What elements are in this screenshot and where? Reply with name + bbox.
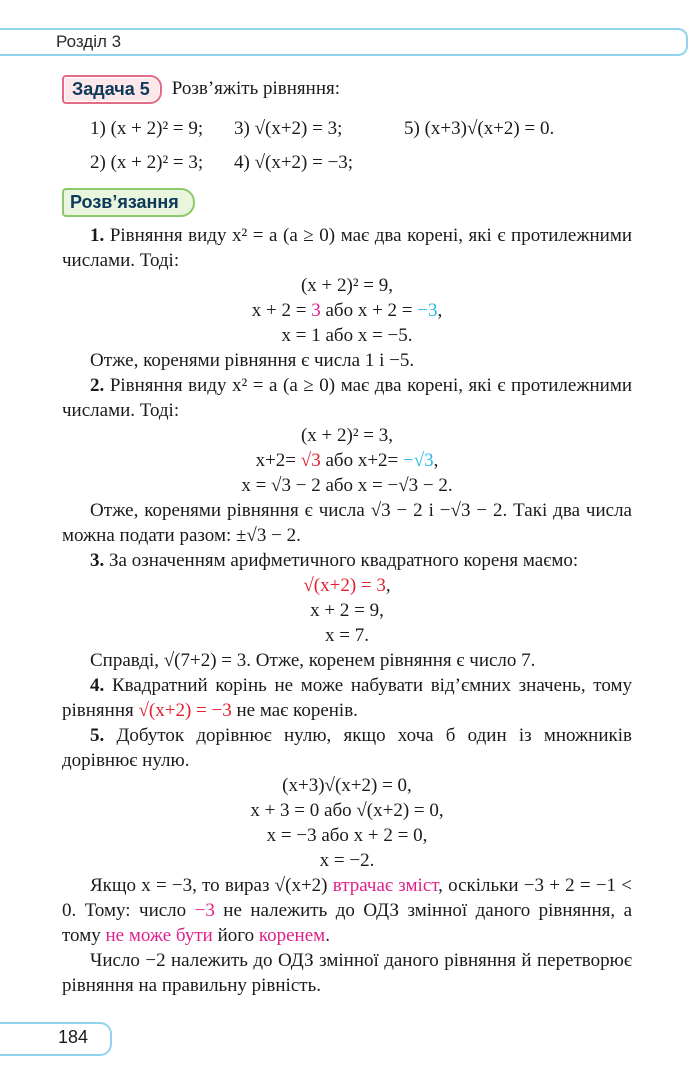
highlight-loses-meaning: втрачає зміст <box>332 875 439 896</box>
eq-part: , <box>385 575 391 596</box>
step-3-conclusion: Справді, √(7+2) = 3. Отже, коренем рівняння є число 7. <box>90 650 536 671</box>
step-5-eq-3: x = −3 або x + 2 = 0, <box>266 825 428 846</box>
step-1-body: Рівняння виду x² = a (a ≥ 0) має два корені, які є протилежними числами. Тоді: <box>62 225 633 271</box>
text-part: , оскільки −3 + 2 = −1 < 0. Тому: число <box>62 875 632 921</box>
step-4-body-a: Квадратний корінь не може набувати від’ємних значень, тому рівняння <box>62 675 632 721</box>
step-4-text <box>62 673 632 723</box>
text-part: не належить до ОДЗ змінної даного рівняння, а тому <box>62 900 633 946</box>
eq-part: , <box>437 300 443 321</box>
eq-highlight-positive: 3 <box>311 300 321 321</box>
step-1-conclusion: Отже, коренями рівняння є числа 1 і −5. <box>90 350 415 371</box>
page-footer <box>0 1022 112 1056</box>
eq-part: або x+2= <box>325 450 399 471</box>
step-5-body: Добуток дорівнює нулю, якщо хоча б один із множників дорівнює нулю. <box>62 725 633 771</box>
step-1-text <box>62 223 632 273</box>
eq-highlight-negative: −3 <box>417 300 438 321</box>
highlight-number: −3 <box>194 900 215 921</box>
eq-highlight-negative: −√3 <box>403 450 434 471</box>
step-2-eq-2 <box>62 448 632 473</box>
step-4-equation: √(x+2) = −3 <box>138 700 232 721</box>
task-header <box>62 72 632 106</box>
task-items <box>90 112 632 180</box>
step-3-eq-2: x + 2 = 9, <box>310 600 384 621</box>
task-badge: Задача 5 <box>62 75 162 104</box>
highlight-root: коренем <box>258 925 326 946</box>
step-1-eq-3: x = 1 або x = −5. <box>281 325 413 346</box>
task-prompt: Розв’яжіть рівняння: <box>171 78 341 99</box>
highlight-cannot-be: не може бути <box>105 925 213 946</box>
section-title: Розділ 3 <box>56 32 122 51</box>
step-5-eq-1: (x+3)√(x+2) = 0, <box>282 775 412 796</box>
eq-part: x + 2 = <box>251 300 307 321</box>
step-5-paragraph-1 <box>62 873 632 948</box>
text-part: його <box>217 925 255 946</box>
eq-part: або x + 2 = <box>325 300 413 321</box>
step-2-body: Рівняння виду x² = a (a ≥ 0) має два корені, які є протилежними числами. Тоді: <box>62 375 633 421</box>
step-4-number: 4. <box>90 675 105 696</box>
task-item-3: 3) √(x+2) = 3; <box>234 118 343 139</box>
step-3-text <box>62 548 632 573</box>
page-header <box>0 26 695 60</box>
step-5-paragraph-2: Число −2 належить до ОДЗ змінної даного рівняння й перетворює рівняння на правильну рівність. <box>62 950 632 996</box>
step-1-number: 1. <box>90 225 105 246</box>
eq-part: , <box>433 450 439 471</box>
step-3-eq-3: x = 7. <box>325 625 369 646</box>
task-item-2: 2) (x + 2)² = 3; <box>90 152 204 173</box>
step-2-eq-3: x = √3 − 2 або x = −√3 − 2. <box>241 475 453 496</box>
task-item-5: 5) (x+3)√(x+2) = 0. <box>404 118 555 139</box>
step-2-text <box>62 373 632 423</box>
page-number: 184 <box>58 1027 89 1047</box>
eq-highlight: √(x+2) = 3 <box>303 575 386 596</box>
step-5-number: 5. <box>90 725 105 746</box>
step-2-conclusion: Отже, коренями рівняння є числа √3 − 2 і −√3 − 2. Такі два числа можна подати разом: ±√3 − 2. <box>62 500 632 546</box>
step-3-eq-1 <box>62 573 632 598</box>
task-item-1: 1) (x + 2)² = 9; <box>90 118 204 139</box>
eq-highlight-positive: √3 <box>300 450 321 471</box>
step-3-number: 3. <box>90 550 105 571</box>
step-5-text <box>62 723 632 773</box>
step-1-eq-1: (x + 2)² = 9, <box>300 275 394 296</box>
step-5-eq-2: x + 3 = 0 або √(x+2) = 0, <box>250 800 444 821</box>
text-part: Якщо x = −3, то вираз √(x+2) <box>90 875 328 896</box>
step-3-body: За означенням арифметичного квадратного кореня маємо: <box>109 550 579 571</box>
solution-badge: Розв’язання <box>62 188 195 217</box>
step-2-eq-1: (x + 2)² = 3, <box>300 425 394 446</box>
text-part: . <box>325 925 330 946</box>
page-content <box>62 72 632 998</box>
step-4-body-b: не має коренів. <box>236 700 358 721</box>
step-2-number: 2. <box>90 375 105 396</box>
eq-part: x+2= <box>255 450 297 471</box>
task-item-4: 4) √(x+2) = −3; <box>234 152 354 173</box>
step-5-eq-4: x = −2. <box>319 850 375 871</box>
step-1-eq-2 <box>62 298 632 323</box>
